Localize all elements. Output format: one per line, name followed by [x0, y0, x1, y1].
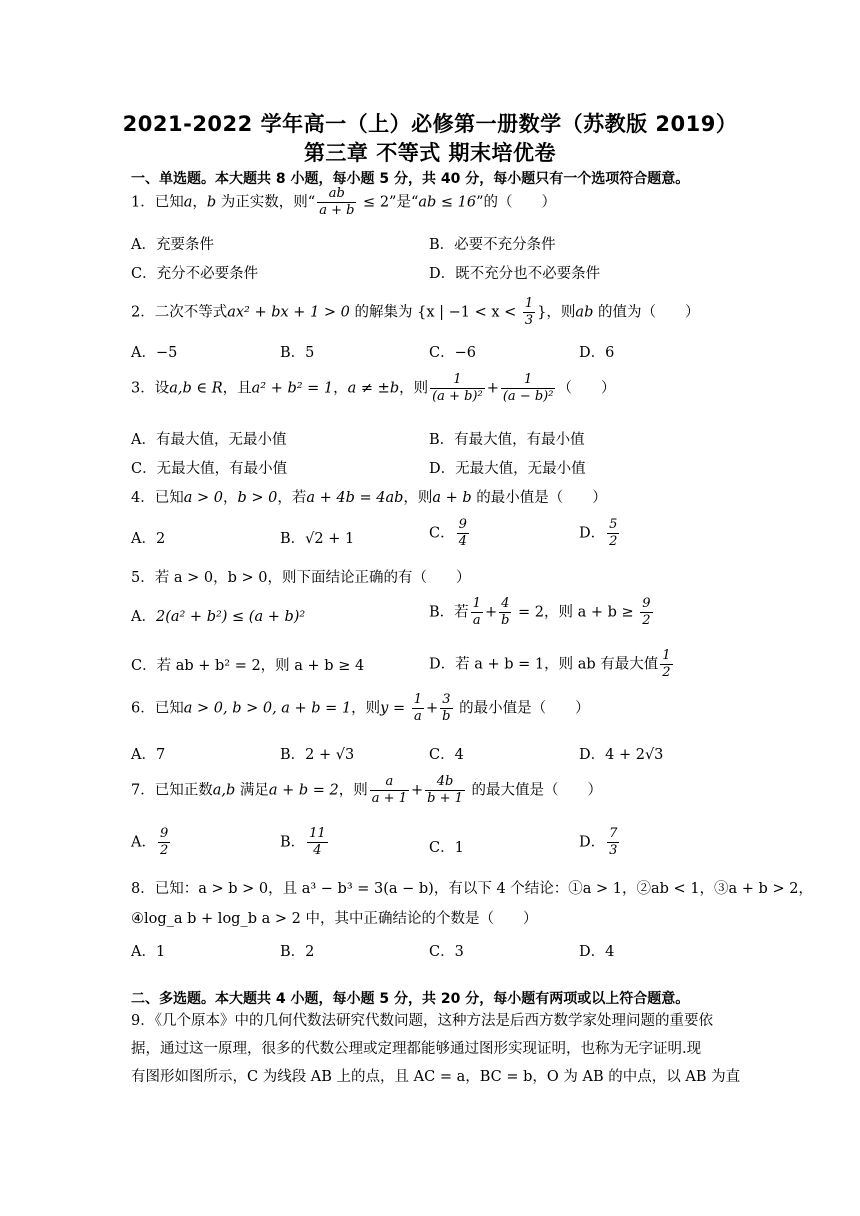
q5-d-num: 1	[662, 648, 671, 663]
q5-b-n3: 9	[642, 596, 651, 611]
question-4-option-a: A．2	[131, 531, 166, 547]
question-1-stem	[131, 186, 556, 219]
title-line-2: 第三章 不等式 期末培优卷	[303, 141, 557, 165]
q2-pre: 2．二次不等式	[131, 304, 228, 321]
q1-cond2: ab ≤ 16	[418, 194, 477, 211]
q7-a-num: 9	[159, 826, 169, 841]
q2-expr: ax² + bx + 1 > 0	[227, 304, 350, 321]
q5-d-den: 2	[662, 665, 671, 680]
q1-fraction-num: ab	[317, 186, 356, 203]
q3-fraction-1-num: 1	[430, 372, 485, 389]
q3-mid2: ，	[333, 380, 348, 397]
q3-eq: a² + b² = 1	[251, 380, 334, 397]
q7-a-fraction	[158, 826, 170, 859]
question-1-option-b: B．必要不充分条件	[429, 237, 556, 253]
q6-fraction-2-den: b	[442, 709, 451, 724]
q7-mid2: ，则	[338, 782, 368, 799]
q6-fraction-2-num: 3	[440, 692, 452, 709]
q4-d-fraction	[607, 517, 619, 550]
q5-d-pre: D．若 a + b = 1，则 ab 有最大值	[429, 656, 659, 673]
q4-c-fraction	[457, 517, 469, 550]
q7-pre: 7．已知正数	[131, 782, 213, 799]
q5-b-mid: = 2，则 a + b ≥	[513, 604, 639, 621]
question-8-stem-line-1: 8．已知：a > b > 0，且 a³ − b³ = 3(a − b)，有以下 4 个结论：①a > 1，②ab < 1，③a + b > 2，	[131, 881, 813, 897]
q5-b-d3: 2	[642, 613, 651, 628]
q7-fraction-2	[425, 774, 465, 807]
question-8-option-d: D．4	[579, 944, 615, 960]
q2-post: 的值为（ ）	[593, 304, 700, 321]
q3-fraction-2	[501, 372, 556, 405]
q3-plus: +	[486, 380, 499, 397]
title-line-1: 2021-2022 学年高一（上）必修第一册数学（苏教版 2019）	[122, 112, 738, 136]
q6-fraction-1-num: 1	[413, 692, 423, 707]
q7-post: 的最大值是（ ）	[466, 782, 602, 799]
q4-mid: ，	[222, 490, 238, 506]
q4-mid2: ，若	[277, 490, 307, 506]
question-3-option-a: A．有最大值，无最小值	[131, 432, 287, 448]
q4-c-pre: C．	[429, 525, 455, 542]
q6-fraction-2	[440, 692, 452, 725]
q6-mid: ，则	[351, 700, 381, 717]
question-5-option-b	[429, 596, 655, 629]
question-5-option-d	[429, 648, 675, 681]
q6-fraction-1-den: a	[413, 709, 422, 724]
q3-mid3: ，则	[399, 380, 429, 397]
q7-d-den: 3	[609, 843, 618, 858]
q1-fraction-den: a + b	[319, 203, 355, 218]
q3-fraction-2-den: (a − b)²	[502, 389, 554, 404]
question-7-option-a	[131, 826, 172, 859]
q4-b-value: √2 + 1	[305, 531, 355, 547]
q7-eq: a + b = 2	[268, 782, 339, 799]
q5-d-fraction	[660, 648, 672, 681]
q3-fraction-2-num: 1	[501, 372, 556, 389]
q7-fraction-1-num: a	[370, 774, 409, 791]
question-2-option-c: C．−6	[429, 345, 476, 361]
question-3-stem	[131, 372, 615, 405]
section-single-choice-header: 一、单选题。本大题共 8 小题，每小题 5 分，共 40 分，每小题只有一个选项符合题意。	[131, 171, 690, 187]
question-2-option-d: D．6	[579, 345, 615, 361]
q4-c2: b > 0	[237, 490, 278, 506]
q6-plus: +	[426, 700, 439, 717]
question-7-option-b	[280, 826, 330, 859]
q5-b-fraction-3	[640, 596, 652, 629]
q4-c-num: 9	[458, 517, 467, 532]
question-9-line-1: 9．《几个原本》中的几何代数法研究代数问题，这种方法是后西方数学家处理问题的重要依	[131, 1013, 713, 1029]
q7-fraction-2-den: b + 1	[427, 791, 463, 806]
q7-d-num: 7	[609, 826, 618, 841]
q5-b-n2: 4	[499, 596, 511, 613]
q2-fraction-num: 1	[524, 296, 534, 311]
q7-d-pre: D．	[579, 834, 606, 851]
q3-fraction-1	[430, 372, 485, 405]
q4-d-num: 5	[609, 517, 618, 532]
question-3-option-b: B．有最大值，有最小值	[429, 432, 585, 448]
question-6-option-b: B．2 + √3	[280, 747, 355, 763]
question-3-option-d: D．无最大值，无最小值	[429, 461, 586, 477]
q7-b-pre: B．	[280, 834, 306, 851]
q5-b-plus: +	[484, 604, 498, 621]
q4-d-pre: D．	[579, 525, 606, 542]
question-1-option-a: A．充要条件	[131, 237, 214, 253]
q5-a-pre: A．	[131, 609, 156, 625]
q2-fraction	[523, 296, 535, 329]
q6-post: 的最小值是（ ）	[454, 700, 590, 717]
question-1-option-d: D．既不充分也不必要条件	[429, 266, 601, 282]
question-4-option-c	[429, 517, 471, 550]
q6-cond: a > 0, b > 0, a + b = 1	[183, 700, 352, 717]
q7-fraction-1-den: a + 1	[371, 791, 407, 806]
q4-b-pre: B．	[280, 531, 306, 547]
question-4-stem	[131, 486, 607, 507]
q5-b-fraction-1	[471, 596, 483, 629]
q3-mid: ，且	[222, 380, 252, 397]
q3-fraction-1-den: (a + b)²	[432, 389, 483, 404]
question-5-option-c: C．若 ab + b² = 2，则 a + b ≥ 4	[131, 658, 365, 674]
q5-b-fraction-2	[499, 596, 511, 629]
q3-neq: a ≠ ±b	[347, 380, 400, 397]
q2-fraction-den: 3	[524, 313, 534, 328]
question-5-option-a	[131, 605, 305, 626]
q7-fraction-1	[370, 774, 409, 807]
q1-fraction	[317, 186, 356, 219]
q7-b-num: 11	[309, 826, 326, 841]
q4-expr: a + b	[432, 490, 472, 506]
question-9-line-3: 有图形如图所示，C 为线段 AB 上的点，且 AC = a，BC = b，O 为 AB 的中点，以 AB 为直	[131, 1069, 741, 1085]
question-7-option-c: C．1	[429, 840, 464, 856]
q1-pre: 1．已知	[131, 194, 184, 211]
question-8-stem-line-2: ④log_a b + log_b a > 2 中，其中正确结论的个数是（ ）	[131, 911, 538, 927]
q4-eq: a + 4b = 4ab	[306, 490, 404, 506]
question-6-stem	[131, 692, 590, 725]
q2-mid2: }，则	[537, 304, 576, 321]
question-4-option-b	[280, 527, 354, 548]
q7-fraction-2-num: 4b	[425, 774, 465, 791]
q7-ab: a,b	[212, 782, 236, 799]
question-1-option-c: C．充分不必要条件	[131, 266, 259, 282]
q1-ineq: ≤ 2”是“	[358, 194, 419, 211]
q4-d-den: 2	[609, 534, 618, 549]
question-2-stem	[131, 296, 699, 329]
q4-c1: a > 0	[183, 490, 223, 506]
q4-post: 的最小值是（ ）	[471, 490, 607, 506]
question-2-option-b: B．5	[280, 345, 315, 361]
q5-b-n1: 1	[472, 596, 481, 611]
q6-fraction-1	[412, 692, 424, 725]
question-5-stem: 5．若 a > 0，b > 0，则下面结论正确的有（ ）	[131, 570, 471, 586]
question-8-option-b: B．2	[280, 944, 315, 960]
q4-pre: 4．已知	[131, 490, 184, 506]
q5-a-value: 2(a² + b²) ≤ (a + b)²	[155, 609, 306, 625]
question-8-option-c: C．3	[429, 944, 464, 960]
question-6-option-d: D．4 + 2√3	[579, 747, 664, 763]
q6-y: y =	[380, 700, 410, 717]
q3-pre: 3．设	[131, 380, 170, 397]
q4-c-den: 4	[458, 534, 467, 549]
q7-mid: 满足	[235, 782, 269, 799]
q7-plus: +	[410, 782, 424, 799]
q1-mid2: 为正实数，则“	[216, 194, 316, 211]
question-8-option-a: A．1	[131, 944, 166, 960]
question-3-option-c: C．无最大值，有最小值	[131, 461, 288, 477]
q5-b-pre: B．若	[429, 604, 469, 621]
q7-b-den: 4	[313, 843, 322, 858]
q2-mid: 的解集为 {x | −1 < x <	[349, 304, 521, 321]
q1-b: b	[206, 194, 217, 211]
q1-a: a	[183, 194, 193, 211]
q3-post: （ ）	[557, 380, 616, 397]
question-4-option-d	[579, 517, 621, 550]
q2-ab: ab	[575, 304, 594, 321]
question-7-stem	[131, 774, 602, 807]
q4-mid3: ，则	[403, 490, 433, 506]
question-9-line-2: 据，通过这一原理，很多的代数公理或定理都能够通过图形实现证明，也称为无字证明.现	[131, 1041, 702, 1057]
q3-cond: a,b ∈ R	[169, 380, 223, 397]
section-multi-choice-header: 二、多选题。本大题共 4 小题，每小题 5 分，共 20 分，每小题有两项或以上符合题意。	[131, 991, 690, 1007]
question-6-option-a: A．7	[131, 747, 166, 763]
question-7-option-d	[579, 826, 621, 859]
q5-b-d2: b	[501, 613, 510, 628]
question-6-option-c: C．4	[429, 747, 464, 763]
q5-b-d1: a	[472, 613, 481, 628]
q1-mid1: ，	[192, 194, 207, 211]
q7-a-pre: A．	[131, 834, 156, 851]
q7-b-fraction	[307, 826, 328, 859]
q6-pre: 6．已知	[131, 700, 184, 717]
q1-post: ”的（ ）	[476, 194, 557, 211]
question-2-option-a: A．−5	[131, 345, 178, 361]
q7-d-fraction	[607, 826, 619, 859]
q7-a-den: 2	[159, 843, 169, 858]
